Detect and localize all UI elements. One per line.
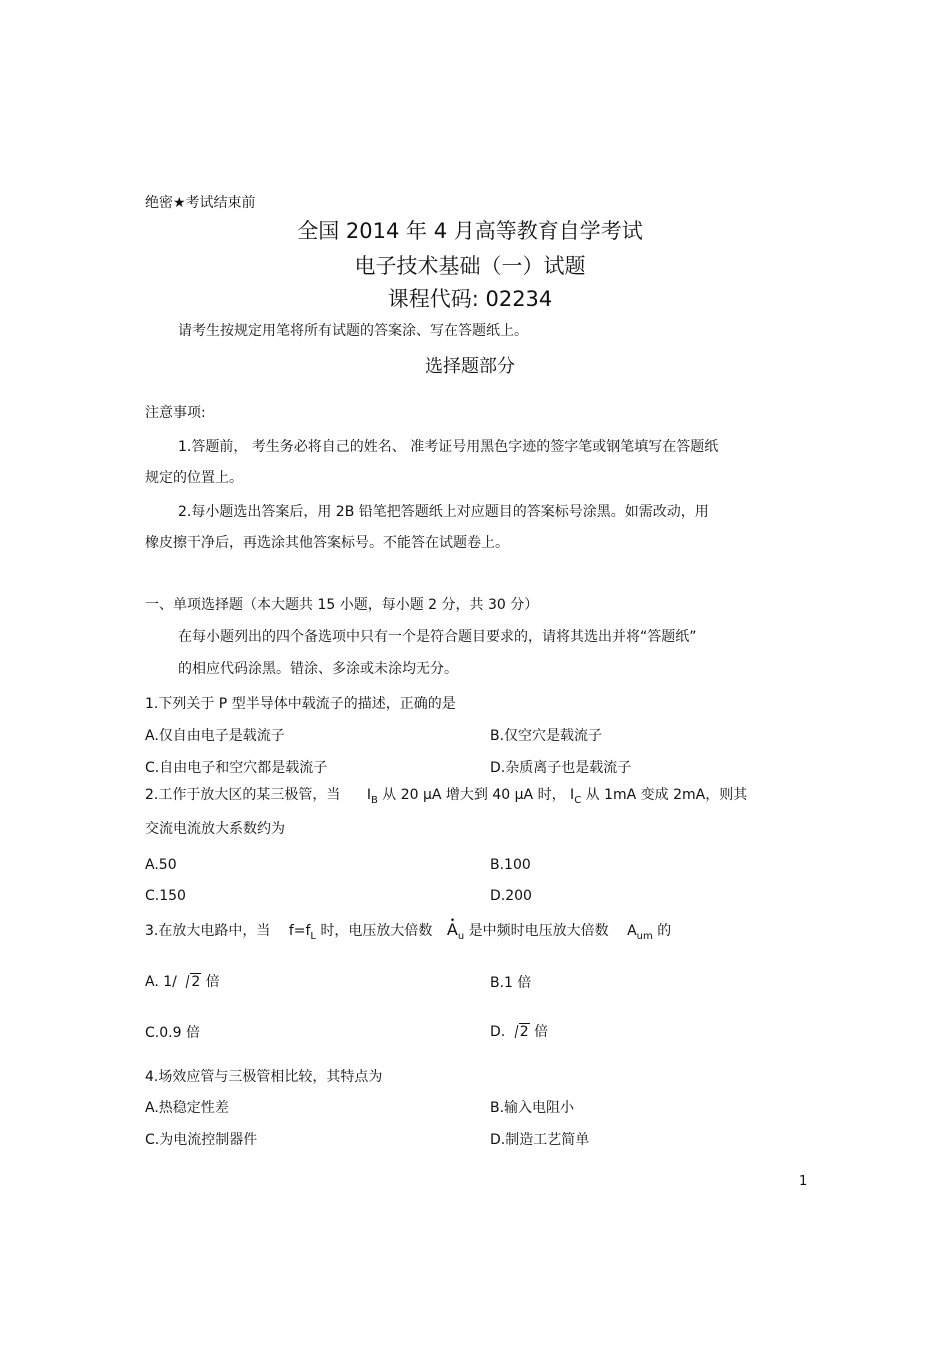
part-title: 选择题部分 — [425, 356, 515, 377]
sqrt-icon — [181, 973, 201, 991]
section-1-desc-2: 的相应代码涂黑。错涂、多涂或未涂均无分。 — [178, 661, 458, 677]
option-d-prefix: D. — [490, 1024, 506, 1040]
question-3-option-a — [145, 973, 220, 991]
ib-subscript: B — [370, 795, 378, 806]
sqrt-icon — [510, 1023, 530, 1041]
ic-subscript: C — [574, 795, 582, 806]
note-2-line-2: 橡皮擦干净后，再选涂其他答案标号。不能答在试题卷上。 — [145, 535, 509, 551]
question-2-option-d: D.200 — [490, 888, 532, 904]
question-1-option-a: A.仅自由电子是载流子 — [145, 728, 285, 744]
au-subscript: u — [457, 931, 465, 942]
question-2-text-3: 从 1mA 变成 2mA，则其 — [585, 787, 748, 803]
option-d-suffix: 倍 — [534, 1024, 549, 1040]
question-3-text-3: 是中频时电压放大倍数 — [468, 923, 609, 939]
question-2-stem — [145, 786, 747, 806]
notes-heading: 注意事项: — [145, 405, 206, 421]
question-2-text-2: 从 20 μA 增大到 40 μA 时， — [382, 787, 566, 803]
question-2-option-c: C.150 — [145, 888, 186, 904]
answer-instruction: 请考生按规定用笔将所有试题的答案涂、写在答题纸上。 — [178, 323, 528, 339]
question-3-option-c: C.0.9 倍 — [145, 1025, 200, 1041]
course-code: 课程代码: 02234 — [387, 287, 553, 311]
subject-title: 电子技术基础（一）试题 — [354, 254, 586, 278]
aum-symbol: A — [627, 923, 637, 939]
exam-title: 全国 2014 年 4 月高等教育自学考试 — [297, 219, 643, 243]
question-4-option-a: A.热稳定性差 — [145, 1100, 229, 1116]
ib-symbol: I — [366, 787, 371, 803]
section-1-title: 一、单项选择题（本大题共 15 小题，每小题 2 分，共 30 分） — [145, 597, 539, 613]
question-3-text-2: 时，电压放大倍数 — [320, 923, 433, 939]
section-1-desc-1: 在每小题列出的四个备选项中只有一个是符合题目要求的，请将其选出并将“答题纸” — [178, 629, 697, 645]
question-2-option-b: B.100 — [490, 857, 531, 873]
question-3-text-1: 3.在放大电路中，当 — [145, 923, 271, 939]
sqrt-radicand: 2 — [191, 974, 201, 990]
question-4-stem: 4.场效应管与三极管相比较，其特点为 — [145, 1069, 383, 1085]
option-a-prefix: A. 1/ — [145, 974, 177, 990]
question-3-option-d — [490, 1023, 548, 1041]
question-3-stem — [145, 921, 671, 942]
question-3-text-4: 的 — [657, 923, 672, 939]
question-3-option-b: B.1 倍 — [490, 975, 532, 991]
question-4-option-d: D.制造工艺简单 — [490, 1132, 590, 1148]
question-1-option-d: D.杂质离子也是载流子 — [490, 760, 632, 776]
question-2-text-1: 2.工作于放大区的某三极管，当 — [145, 787, 341, 803]
question-1-stem: 1.下列关于 P 型半导体中载流子的描述，正确的是 — [145, 696, 456, 712]
note-1-line-2: 规定的位置上。 — [145, 470, 243, 486]
au-symbol: A • — [447, 921, 458, 939]
question-4-option-c: C.为电流控制器件 — [145, 1132, 258, 1148]
aum-subscript: um — [636, 931, 653, 942]
f-subscript: L — [310, 931, 316, 942]
note-1-line-1: 1.答题前， 考生务必将自己的姓名、 准考证号用黑色字迹的签字笔或钢笔填写在答题纸 — [178, 439, 719, 455]
note-2-line-1: 2.每小题选出答案后，用 2B 铅笔把答题纸上对应题目的答案标号涂黑。如需改动，用 — [178, 504, 709, 520]
option-a-suffix: 倍 — [205, 974, 220, 990]
page-number: 1 — [799, 1174, 808, 1189]
ic-symbol: I — [570, 787, 575, 803]
question-1-option-c: C.自由电子和空穴都是载流子 — [145, 760, 328, 776]
question-1-option-b: B.仅空穴是载流子 — [490, 728, 603, 744]
sqrt-radicand: 2 — [519, 1024, 529, 1040]
question-2-stem-line-2: 交流电流放大系数约为 — [145, 821, 285, 837]
f-symbol: f=f — [288, 923, 311, 939]
question-4-option-b: B.输入电阻小 — [490, 1100, 575, 1116]
question-2-option-a: A.50 — [145, 857, 177, 873]
classification-label: 绝密★考试结束前 — [145, 195, 256, 211]
